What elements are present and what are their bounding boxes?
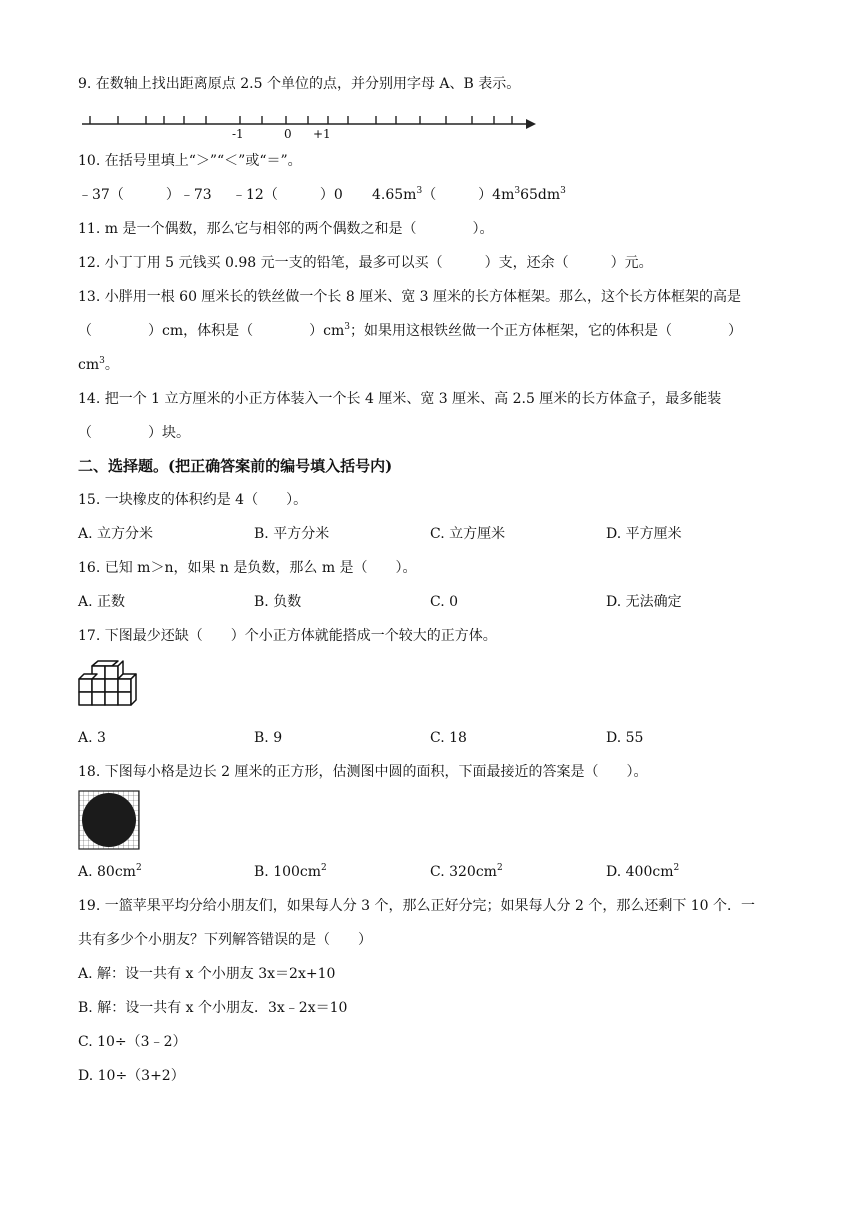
q14-line-1: 14. 把一个 1 立方厘米的小正方体装入一个长 4 厘米、宽 3 厘米、高 2.5 厘米的长方体盒子，最多能装 [78, 391, 722, 407]
q15-option-a: A. 立方分米 [78, 526, 154, 542]
q13-line-3: $cm^3$。 [78, 356, 119, 373]
q15-option-b: B. 平方分米 [254, 526, 330, 542]
q18-option-b: B. $100cm^2$ [254, 863, 327, 880]
q19-line-1: 19. 一篮苹果平均分给小朋友们，如果每人分 3 个，那么正好分完；如果每人分 2 个，那么还剩下 10 个．一 [78, 898, 756, 914]
q19-option-d: D. 10÷（3+2） [78, 1068, 185, 1084]
q19-option-a: A. 解：设一共有 x 个小朋友 3x＝2x+10 [78, 966, 336, 982]
q19-option-b: B. 解：设一共有 x 个小朋友．3x﹣2x＝10 [78, 1000, 348, 1016]
q12-text: 12. 小丁丁用 5 元钱买 0.98 元一支的铅笔，最多可以买（ ）支，还余（ ）元。 [78, 255, 653, 271]
circle-grid-figure [78, 790, 140, 850]
q15-option-c: C. 立方厘米 [430, 526, 506, 542]
axis-label-plus1: +1 [313, 127, 331, 141]
axis-label-0: 0 [284, 127, 292, 141]
q17-option-d: D. 55 [606, 730, 644, 746]
q18-option-a: A. $80cm^2$ [78, 863, 142, 880]
q16-option-b: B. 负数 [254, 594, 302, 610]
q16-text: 16. 已知 m＞n，如果 n 是负数，那么 m 是（ ）。 [78, 560, 417, 576]
q10-item-2: ﹣12（ ）0 [232, 187, 343, 203]
q9-text: 9. 在数轴上找出距离原点 2.5 个单位的点，并分别用字母 A、B 表示。 [78, 76, 521, 92]
q16-option-c: C. 0 [430, 594, 459, 610]
q10-item-3: $4.65m^3$（ ）$4m^365dm^3$ [372, 186, 566, 203]
number-line-figure [80, 108, 540, 146]
q19-option-c: C. 10÷（3﹣2） [78, 1034, 187, 1050]
q10-text: 10. 在括号里填上“＞”“＜”或“＝”。 [78, 153, 302, 169]
number-line-arrow [526, 119, 536, 129]
q13-line-2: （ ）cm，体积是（ ）$cm^3$；如果用这根铁丝做一个正方体框架，它的体积是（ ） [78, 322, 742, 339]
q14-line-2: （ ）块。 [78, 425, 190, 441]
q17-option-a: A. 3 [78, 730, 106, 746]
q18-option-c: C. $320cm^2$ [430, 863, 503, 880]
q11-text: 11. m 是一个偶数，那么它与相邻的两个偶数之和是（ ）。 [78, 221, 494, 237]
q18-option-d: D. $400cm^2$ [606, 863, 680, 880]
q10-item-1: ﹣37（ ）﹣73 [78, 187, 212, 203]
q17-option-c: C. 18 [430, 730, 467, 746]
q16-option-d: D. 无法确定 [606, 594, 682, 610]
q16-option-a: A. 正数 [78, 594, 126, 610]
q17-text: 17. 下图最少还缺（ ）个小正方体就能搭成一个较大的正方体。 [78, 628, 497, 644]
shaded-circle [82, 793, 136, 847]
q13-line-1: 13. 小胖用一根 60 厘米长的铁丝做一个长 8 厘米、宽 3 厘米的长方体框架。那么，这个长方体框架的高是 [78, 289, 742, 305]
cube-stack-figure [78, 660, 142, 710]
number-line-ticks [90, 116, 512, 124]
axis-label-minus1: -1 [232, 127, 244, 141]
q15-text: 15. 一块橡皮的体积约是 4（ ）。 [78, 492, 308, 508]
section-2-heading: 二、选择题。(把正确答案前的编号填入括号内) [78, 457, 393, 475]
q18-text: 18. 下图每小格是边长 2 厘米的正方形，估测图中圆的面积，下面最接近的答案是（ ）。 [78, 764, 648, 780]
q19-line-2: 共有多少个小朋友？下列解答错误的是（ ） [78, 932, 372, 948]
q17-option-b: B. 9 [254, 730, 283, 746]
q15-option-d: D. 平方厘米 [606, 526, 682, 542]
